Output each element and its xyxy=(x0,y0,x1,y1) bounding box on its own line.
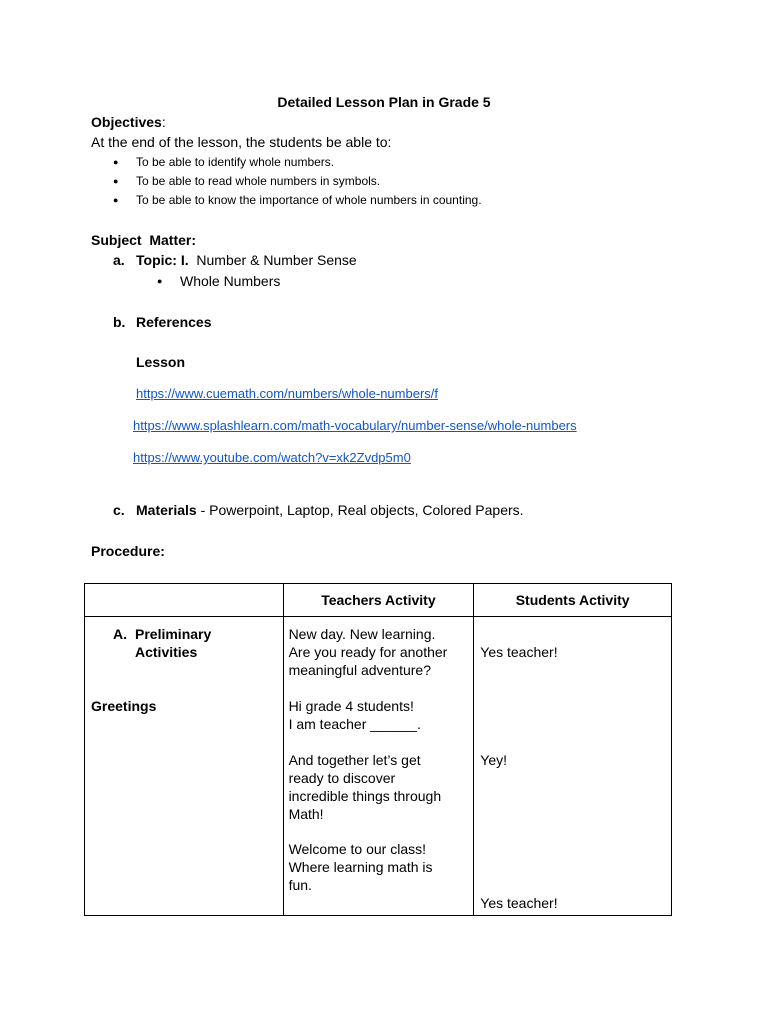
table-header-row xyxy=(85,584,672,617)
topic-line xyxy=(136,252,357,268)
section-title-line: Preliminary xyxy=(135,626,212,642)
objective-item: To be able to know the importance of whole numbers in counting. xyxy=(136,193,482,207)
topic-marker: a. xyxy=(113,252,125,268)
procedure-table xyxy=(84,583,672,916)
subject-matter-heading: Subject Matter: xyxy=(91,232,197,248)
reference-link-youtube[interactable]: https://www.youtube.com/watch?v=xk2Zvdp5m0 xyxy=(133,450,411,465)
bullet-icon: ● xyxy=(157,276,163,286)
teacher-line: Where learning math is xyxy=(288,859,433,875)
materials-line xyxy=(136,502,524,518)
table-cell-section xyxy=(85,617,284,916)
objectives-intro: At the end of the lesson, the students be able to: xyxy=(91,134,392,150)
teacher-line: I am teacher ______. xyxy=(288,716,421,732)
materials-label: Materials xyxy=(136,502,197,518)
teacher-line: And together let’s get xyxy=(288,752,421,768)
procedure-heading: Procedure: xyxy=(91,543,165,559)
teacher-line: ready to discover xyxy=(288,770,396,786)
objective-item: To be able to identify whole numbers. xyxy=(136,155,335,169)
student-line: Yes teacher! xyxy=(480,895,558,911)
document-title: Detailed Lesson Plan in Grade 5 xyxy=(277,94,491,110)
student-line: Yey! xyxy=(480,752,508,768)
materials-marker: c. xyxy=(113,502,125,518)
reference-link-splashlearn[interactable]: https://www.splashlearn.com/math-vocabulary/number-sense/whole-numbers xyxy=(133,418,577,433)
materials-value: - Powerpoint, Laptop, Real objects, Colored Papers. xyxy=(200,502,524,518)
objectives-colon: : xyxy=(161,114,166,130)
bullet-icon: ● xyxy=(113,157,119,167)
table-header-cell: Teachers Activity xyxy=(283,584,474,617)
bullet-icon: ● xyxy=(113,195,119,205)
teacher-line: meaningful adventure? xyxy=(288,662,431,678)
section-marker: A. xyxy=(113,626,127,642)
references-marker: b. xyxy=(113,314,126,330)
teacher-line: incredible things through xyxy=(288,788,442,804)
teacher-line: Math! xyxy=(288,806,324,822)
table-cell-teacher xyxy=(283,617,474,916)
references-label: References xyxy=(136,314,212,330)
section-title-line: Activities xyxy=(135,644,198,660)
objectives-heading-line xyxy=(91,114,166,130)
teacher-line: fun. xyxy=(288,877,312,893)
student-line: Yes teacher! xyxy=(480,644,558,660)
table-cell-student xyxy=(474,617,672,916)
table-row xyxy=(85,617,672,916)
topic-label: Topic: I. xyxy=(136,252,189,268)
table-header-cell: Students Activity xyxy=(474,584,672,617)
teacher-line: Hi grade 4 students! xyxy=(288,698,414,714)
bullet-icon: ● xyxy=(113,176,119,186)
topic-sub-item: Whole Numbers xyxy=(180,273,281,289)
objectives-heading: Objectives xyxy=(91,114,162,130)
topic-value: Number & Number Sense xyxy=(196,252,357,268)
teacher-line: Welcome to our class! xyxy=(288,841,427,857)
objective-item: To be able to read whole numbers in symbols. xyxy=(136,174,381,188)
subsection-title: Greetings xyxy=(91,698,157,714)
teacher-line: Are you ready for another xyxy=(288,644,448,660)
teacher-line: New day. New learning. xyxy=(288,626,436,642)
table-header-cell xyxy=(85,584,284,617)
reference-link-cuemath[interactable]: https://www.cuemath.com/numbers/whole-numbers/f xyxy=(136,386,439,401)
lesson-label: Lesson xyxy=(136,354,186,370)
